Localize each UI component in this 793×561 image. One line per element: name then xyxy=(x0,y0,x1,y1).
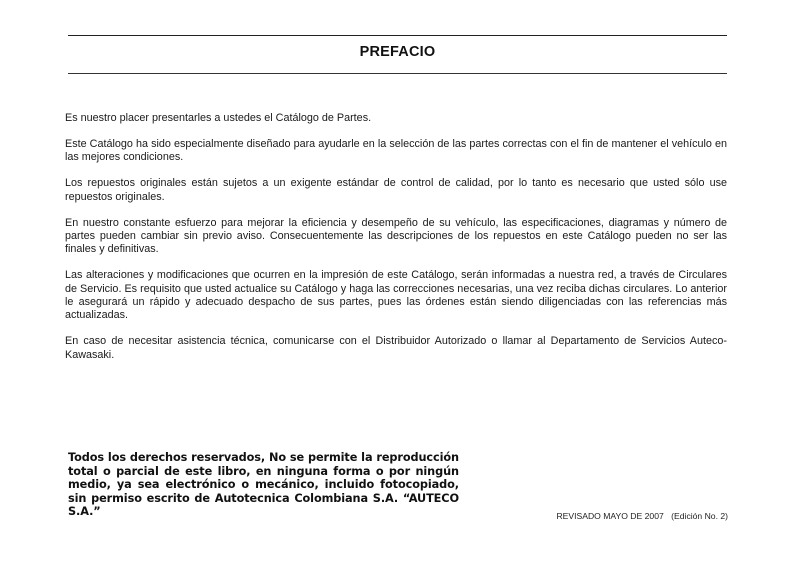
page-title: PREFACIO xyxy=(359,44,436,60)
paragraph: En caso de necesitar asistencia técnica, comunicarse con el Distribuidor Autorizado o llamar al Departamento de Servicios Auteco-Kawasaki. xyxy=(65,335,727,361)
header-top-rule xyxy=(68,35,727,36)
paragraph: En nuestro constante esfuerzo para mejorar la eficiencia y desempeño de su vehículo, las especificaciones, diagramas y número de partes pueden cambiar sin previo aviso. Consecuentemente las descripciones de los repuestos en este Catálogo pueden no ser las finales y definitivas. xyxy=(65,216,727,256)
revision-date: REVISADO MAYO DE 2007 xyxy=(556,511,664,521)
revision-note xyxy=(556,511,728,521)
paragraph: Este Catálogo ha sido especialmente diseñado para ayudarle en la selección de las partes correctas con el fin de mantener el vehículo en las mejores condiciones. xyxy=(65,137,727,164)
edition-label: (Edición No. 2) xyxy=(671,511,728,521)
paragraph: Los repuestos originales están sujetos a un exigente estándar de control de calidad, por lo tanto es necesario que usted sólo use repuestos originales. xyxy=(65,177,727,203)
preface-body xyxy=(65,112,727,375)
header-bottom-rule xyxy=(68,73,727,74)
paragraph: Las alteraciones y modificaciones que ocurren en la impresión de este Catálogo, serán informadas a nuestra red, a través de Circulares de Servicio. Es requisito que usted actualice su Catálogo y haga las correcciones necesarias, una vez reciba dichas circulares. Lo anterior le asegurará un rápido y adecuado despacho de sus partes, pues las órdenes están siendo diligenciadas con las referencias más actualizadas. xyxy=(65,269,727,322)
paragraph: Es nuestro placer presentarles a ustedes el Catálogo de Partes. xyxy=(65,112,372,124)
copyright-notice: Todos los derechos reservados, No se permite la reproducción total o parcial de este libro, en ninguna forma o por ningún medio, ya sea electrónico o mecánico, incluido fotocopiado, sin permiso escrito de Autotecnica Colombiana S.A. “AUTECO S.A.” xyxy=(68,451,459,519)
